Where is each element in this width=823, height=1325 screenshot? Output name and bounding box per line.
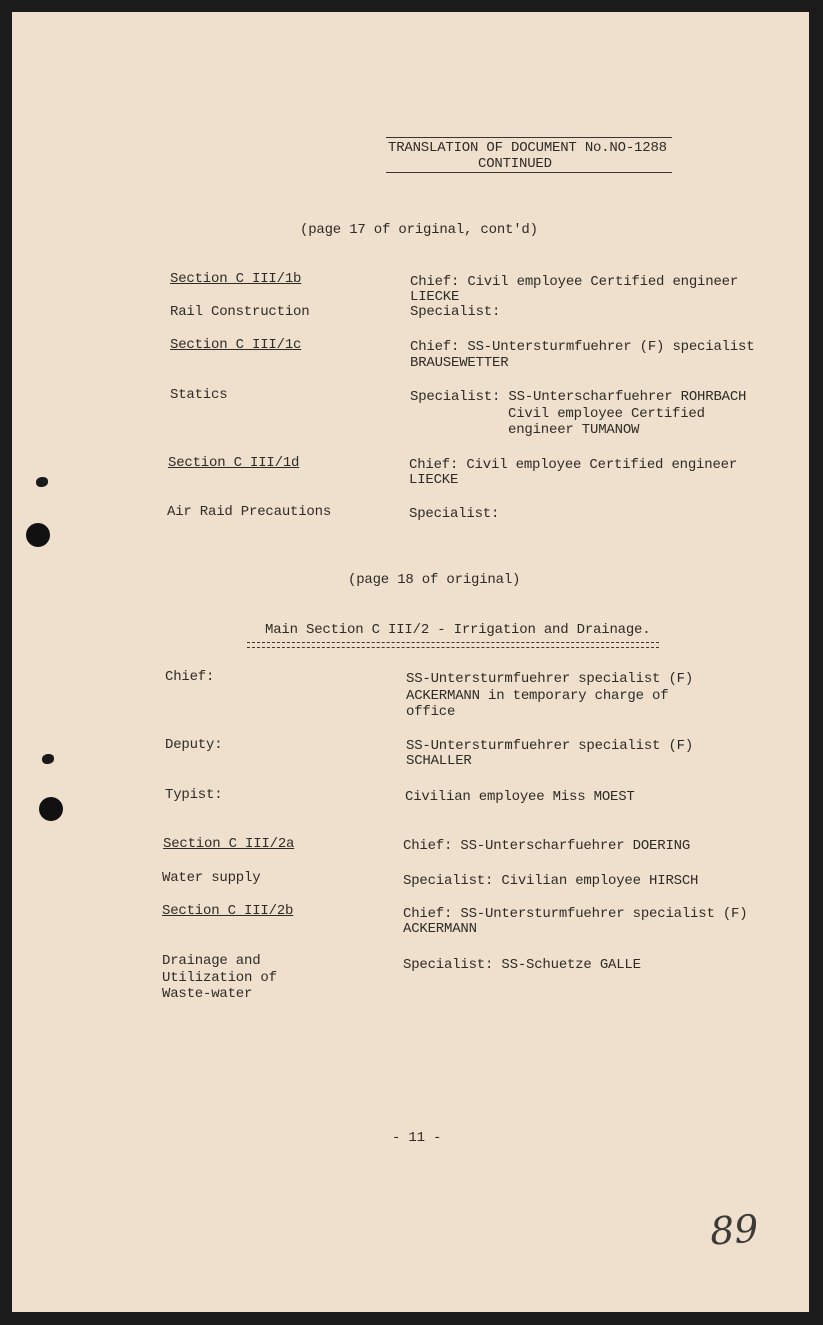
page-note-18: (page 18 of original) [348,572,521,588]
section-chief-name: BRAUSEWETTER [410,355,509,371]
punch-hole [39,797,63,821]
header-rule-bottom [386,172,672,173]
specialist-line: engineer TUMANOW [508,422,640,438]
section-label: Section C III/1c [170,337,302,353]
subsection-label: Utilization of [162,970,277,986]
role-text: ACKERMANN in temporary charge of [406,688,669,704]
ink-blot [36,477,48,487]
section-chief: Chief: SS-Untersturmfuehrer specialist (F) [403,906,748,922]
subsection-label: Statics [170,387,228,403]
section-label: Section C III/2b [162,903,294,919]
role-text: office [406,704,456,720]
specialist-line: Civil employee Certified [508,406,705,422]
role-text: Civilian employee Miss MOEST [405,789,635,805]
specialist-line: Specialist: SS-Unterscharfuehrer ROHRBACH [410,389,747,405]
section-label: Section C III/2a [163,836,295,852]
handwritten-page-mark: 89 [708,1206,760,1254]
section-chief-name: LIECKE [409,472,459,488]
specialist-line: Specialist: [409,506,500,522]
role-label: Typist: [165,787,223,803]
section-chief-name: ACKERMANN [403,921,477,937]
document-subtitle: CONTINUED [478,156,552,172]
section-chief: Chief: Civil employee Certified engineer [410,274,739,290]
section-label: Section C III/1d [168,455,300,471]
header-rule-top [386,137,672,138]
subsection-label: Waste-water [162,986,253,1002]
specialist-line: Specialist: SS-Schuetze GALLE [403,957,641,973]
section-chief: Chief: SS-Unterscharfuehrer DOERING [403,838,691,854]
ink-blot [42,754,54,764]
subsection-label: Water supply [162,870,261,886]
role-text: SS-Untersturmfuehrer specialist (F) [406,671,694,687]
page-number: - 11 - [392,1130,442,1146]
subsection-label: Air Raid Precautions [167,504,332,520]
punch-hole [26,523,50,547]
main-section-heading: Main Section C III/2 - Irrigation and Drainage. [265,622,651,638]
document-page [12,12,809,1312]
role-label: Deputy: [165,737,223,753]
role-label: Chief: [165,669,215,685]
section-chief: Chief: Civil employee Certified engineer [409,457,738,473]
specialist-line: Specialist: Civilian employee HIRSCH [403,873,699,889]
section-chief-name: LIECKE [410,289,460,305]
subsection-label: Drainage and [162,953,261,969]
page-note-17: (page 17 of original, cont'd) [300,222,538,238]
heading-double-rule [247,642,659,648]
section-label: Section C III/1b [170,271,302,287]
subsection-label: Rail Construction [170,304,310,320]
section-chief: Chief: SS-Untersturmfuehrer (F) specialist [410,339,755,355]
document-title: TRANSLATION OF DOCUMENT No.NO-1288 [388,140,667,156]
specialist-line: Specialist: [410,304,501,320]
role-text: SCHALLER [406,753,472,769]
role-text: SS-Untersturmfuehrer specialist (F) [406,738,694,754]
